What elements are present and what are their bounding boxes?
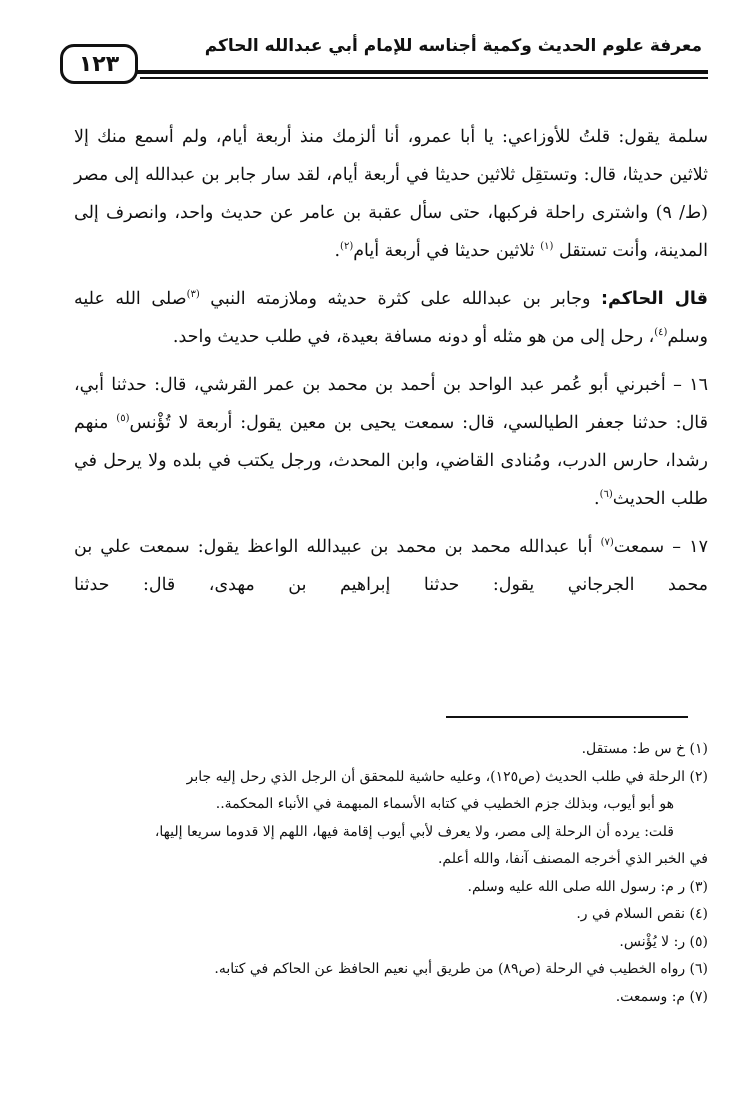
p1-text: سلمة يقول: قلتُ للأوزاعي: يا أبا عمرو، أنا ألزمك منذ أربعة أيام، ولم أسمع منك إلا ثلاثين حديثا، قال: وتستقِل ثلاثين حديثا في أربعة أيام، لقد سار جابر بن عبدالله إلى مصر (ط/ ٩) واشترى راحلة فركبها، حتى سأل عقبة بن عامر عن حديث واحد، وانصرف إلى المدينة، وأنت تستقل — [74, 127, 708, 261]
header-rule-thick — [140, 70, 708, 74]
p3-text-b: منهم رشدا، حارس الدرب، ومُنادى القاضي، وابن المحدث، ورجل يكتب في بلده ولا يرحل في طلب الحديث — [74, 413, 708, 509]
p4-text-a: ١٧ – سمعت — [613, 537, 708, 557]
paragraph-3 — [74, 366, 708, 518]
p2-text-c: ، رحل إلى من هو مثله أو دونه مسافة بعيدة، في طلب حديث واحد. — [172, 327, 655, 347]
page-header — [60, 30, 708, 96]
footnote-2-comment: قلت: يرده أن الرحلة إلى مصر، ولا يعرف لأبي أيوب إقامة فيها، اللهم إلا قدوما سريعا إليها، — [154, 823, 674, 840]
p1-end: . — [334, 241, 341, 261]
footnote-2-cont: هو أبو أيوب، وبذلك جزم الخطيب في كتابه الأسماء المبهمة في الأنباء المحكمة.. — [215, 796, 674, 812]
page-number: ١٢٣ — [60, 44, 138, 84]
footnote-ref-1[interactable]: (١) — [540, 241, 554, 253]
footnote-ref-3[interactable]: (٣) — [186, 289, 200, 301]
footnote-ref-4[interactable]: (٤) — [654, 327, 668, 339]
p3-end: . — [594, 489, 600, 509]
footnote-3: (٣) ر م: رسول الله صلى الله عليه وسلم. — [467, 878, 708, 895]
paragraph-4 — [74, 528, 708, 604]
footnote-7: (٧) م: وسمعت. — [615, 988, 708, 1005]
footnote-separator — [446, 716, 688, 718]
footnote-6: (٦) رواه الخطيب في الرحلة (ص٨٩) من طريق أبي نعيم الحافظ عن الحاكم في كتابه. — [214, 961, 708, 977]
p1-text-b: ثلاثين حديثا في أربعة أيام — [353, 241, 535, 261]
hakim-lead: قال الحاكم: — [601, 289, 708, 309]
footnote-2-comment-cont: في الخبر الذي أخرجه المصنف آنفا، والله أعلم. — [437, 851, 708, 867]
p2-text-a: وجابر بن عبدالله على كثرة حديثه وملازمته النبي — [210, 289, 591, 309]
footnotes — [72, 736, 708, 1011]
footnote-ref-2[interactable]: (٢) — [340, 241, 354, 253]
footnote-ref-6[interactable]: (٦) — [599, 489, 613, 501]
footnote-ref-7[interactable]: (٧) — [600, 537, 614, 549]
header-rule-thin — [140, 77, 708, 79]
p2-text-b: صلى الله عليه وسلم — [74, 289, 708, 347]
p3-text-a: ١٦ – أخبرني أبو عُمر عبد الواحد بن أحمد بن محمد بن عمر القرشي، قال: حدثنا أبي، قال: حدثنا جعفر الطيالسي، قال: سمعت يحيى بن معين يقول: أربعة لا تُؤْنس — [74, 375, 708, 433]
footnote-2: (٢) الرحلة في طلب الحديث (ص١٢٥)، وعليه حاشية للمحقق أن الرجل الذي رحل إليه جابر — [186, 768, 708, 785]
paragraph-1 — [74, 118, 708, 270]
footnote-4: (٤) نقص السلام في ر. — [576, 906, 708, 922]
footnote-ref-5[interactable]: (٥) — [116, 413, 130, 425]
footnote-1: (١) خ س ط: مستقل. — [581, 741, 708, 757]
paragraph-2 — [74, 280, 708, 356]
main-text — [74, 118, 708, 614]
running-title: معرفة علوم الحديث وكمية أجناسه للإمام أبي عبدالله الحاكم — [204, 36, 702, 56]
footnote-5: (٥) ر: لا يُؤْنس. — [619, 933, 708, 950]
p4-text-b: أبا عبدالله محمد بن محمد بن عبيدالله الواعظ يقول: سمعت علي بن محمد الجرجاني يقول: حدثنا إبراهيم بن مهدى، قال: حدثنا — [74, 537, 708, 595]
